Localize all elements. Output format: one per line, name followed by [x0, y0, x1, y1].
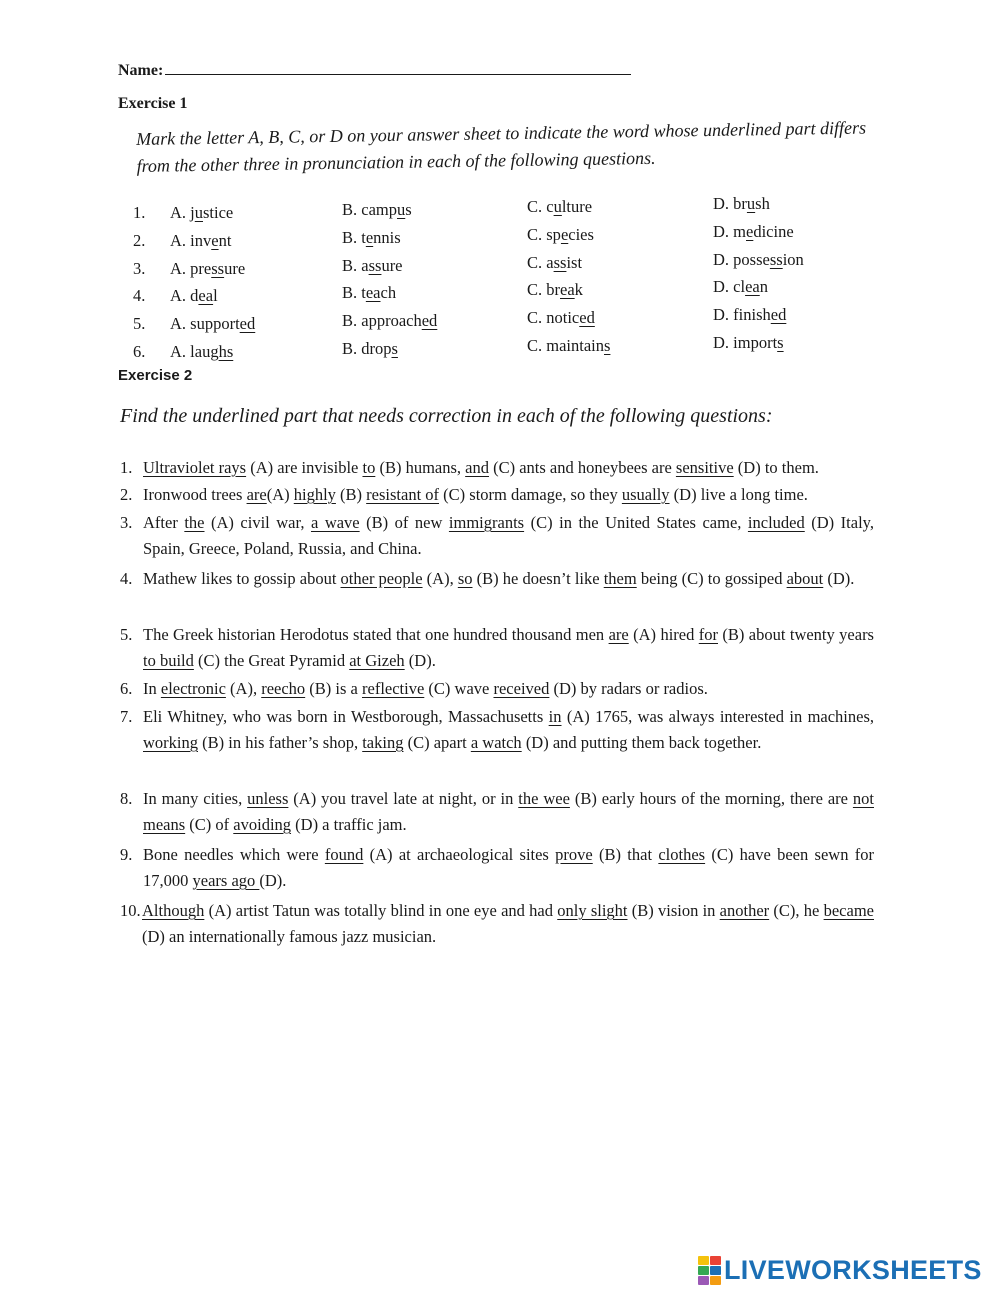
- exercise1-row: [133, 193, 833, 222]
- option-text: C. c: [527, 197, 554, 216]
- question-text: [143, 510, 874, 562]
- option-text: A. pre: [170, 259, 212, 278]
- question-segment: (D) to them.: [733, 458, 819, 477]
- underlined-part: s: [604, 336, 611, 355]
- name-label: Name:: [118, 62, 164, 79]
- underlined-part[interactable]: prove: [555, 845, 593, 864]
- question-segment: (B) about twenty years: [718, 625, 874, 644]
- question-segment: Mathew likes to gossip about: [143, 569, 341, 588]
- option-text: lture: [561, 197, 593, 216]
- question-segment: Eli Whitney, who was born in Westborough, Massachusetts: [143, 707, 549, 726]
- option-c[interactable]: [527, 253, 582, 273]
- question-number: 8.: [120, 789, 133, 808]
- option-text: B. approach: [342, 311, 422, 330]
- question-segment: (D) an internationally famous jazz musician.: [142, 927, 437, 946]
- question-segment: (C) wave: [424, 679, 494, 698]
- option-text: ch: [380, 283, 397, 302]
- option-text: D. posse: [713, 250, 770, 269]
- underlined-part: u: [746, 194, 756, 213]
- name-blank-line[interactable]: [165, 60, 631, 75]
- option-text: A. laug: [170, 342, 219, 361]
- question-text: [143, 455, 874, 481]
- question-number: 5.: [120, 625, 133, 644]
- underlined-part: ss: [769, 250, 783, 269]
- underlined-part: ed: [770, 305, 787, 324]
- option-b[interactable]: [342, 228, 401, 248]
- underlined-part[interactable]: electronic: [160, 679, 226, 698]
- underlined-part[interactable]: years ago: [192, 871, 260, 890]
- option-a[interactable]: [170, 286, 218, 306]
- question-text: [143, 566, 874, 592]
- exercise2-question: [120, 482, 874, 508]
- option-text: C. a: [527, 253, 554, 272]
- underlined-part[interactable]: clothes: [658, 845, 706, 864]
- underlined-part[interactable]: are: [608, 625, 629, 644]
- exercise2-heading: Exercise 2: [118, 367, 193, 384]
- underlined-part: ss: [553, 253, 567, 272]
- option-b[interactable]: [342, 200, 412, 220]
- option-b[interactable]: [342, 311, 437, 331]
- question-segment: (D) Italy, Spain, Greece, Poland, Russia, and China.: [143, 513, 874, 558]
- underlined-part[interactable]: working: [143, 733, 198, 752]
- exercise2-question: [120, 510, 874, 562]
- question-segment: (A) are invisible: [246, 458, 363, 477]
- question-segment: After: [143, 513, 185, 532]
- question-segment: (B) in his father’s shop,: [198, 733, 363, 752]
- underlined-part: ss: [211, 259, 225, 278]
- question-segment: (C) in the United States came,: [524, 513, 748, 532]
- underlined-part: ed: [579, 308, 595, 327]
- exercise2-instruction: Find the underlined part that needs correction in each of the following questions:: [120, 405, 773, 427]
- underlined-part[interactable]: received: [493, 679, 550, 698]
- question-number: 6.: [120, 679, 133, 698]
- exercise2-question: [120, 842, 874, 894]
- question-segment: (C) storm damage, so they: [439, 485, 622, 504]
- exercise2-question: [120, 786, 874, 838]
- question-text: [143, 786, 874, 838]
- option-text: C. br: [527, 280, 560, 299]
- option-d[interactable]: [713, 194, 770, 214]
- underlined-part[interactable]: included: [747, 513, 805, 532]
- option-d[interactable]: [713, 277, 768, 297]
- question-segment: (C), he: [769, 901, 824, 920]
- question-number: 9.: [120, 845, 133, 864]
- question-segment: (B) that: [592, 845, 659, 864]
- question-segment: (B) vision in: [627, 901, 720, 920]
- option-c[interactable]: [527, 225, 594, 245]
- question-segment: (D) and putting them back together.: [521, 733, 762, 752]
- question-segment: In many cities,: [143, 789, 248, 808]
- question-segment: (C) ants and honeybees are: [488, 458, 676, 477]
- option-text: B. camp: [342, 200, 397, 219]
- underlined-part[interactable]: resistant of: [366, 485, 440, 504]
- underlined-part[interactable]: found: [324, 845, 364, 864]
- question-segment: (D).: [259, 871, 287, 890]
- question-segment: (A) hired: [628, 625, 699, 644]
- underlined-part: ed: [239, 314, 256, 333]
- underlined-part[interactable]: about: [786, 569, 824, 588]
- option-text: A. j: [170, 203, 195, 222]
- underlined-part: ed: [421, 311, 438, 330]
- option-a[interactable]: [170, 231, 231, 251]
- question-segment: (A): [266, 485, 294, 504]
- underlined-part[interactable]: a wave: [310, 513, 360, 532]
- question-number: 3.: [133, 259, 146, 278]
- option-text: stice: [203, 203, 234, 222]
- option-c[interactable]: [527, 197, 592, 217]
- underlined-part[interactable]: Ultraviolet rays: [143, 458, 247, 477]
- option-text: ion: [782, 250, 804, 269]
- question-segment: (B) of new: [359, 513, 449, 532]
- underlined-part[interactable]: highly: [293, 485, 336, 504]
- underlined-part[interactable]: for: [698, 625, 718, 644]
- question-segment: (B) is a: [305, 679, 362, 698]
- underlined-part[interactable]: not means: [143, 789, 874, 834]
- liveworksheets-logo-icon: [698, 1256, 721, 1285]
- question-text: [143, 482, 874, 508]
- question-number: 1.: [133, 203, 146, 222]
- exercise1-row: [133, 332, 833, 361]
- question-segment: In: [143, 679, 161, 698]
- question-segment: (B): [335, 485, 367, 504]
- option-text: D. m: [713, 222, 746, 241]
- option-text: A. support: [170, 314, 240, 333]
- option-d[interactable]: [713, 250, 804, 270]
- question-segment: (D) by radars or radios.: [549, 679, 708, 698]
- question-segment: (D).: [823, 569, 855, 588]
- underlined-part[interactable]: so: [457, 569, 473, 588]
- underlined-part: u: [397, 200, 406, 219]
- option-d[interactable]: [713, 333, 784, 353]
- question-segment: Bone needles which were: [143, 845, 325, 864]
- question-text: [142, 898, 874, 950]
- underlined-part[interactable]: reflective: [362, 679, 425, 698]
- question-segment: (C) of: [185, 815, 234, 834]
- option-text: cies: [568, 225, 594, 244]
- question-segment: (D).: [404, 651, 436, 670]
- option-b[interactable]: [342, 283, 396, 303]
- exercise1-instruction: Mark the letter A, B, C, or D on your answer sheet to indicate the word whose underlined part differs from the other three in pronunciation in each of the following questions.: [136, 117, 867, 176]
- underlined-part[interactable]: them: [603, 569, 637, 588]
- underlined-part: u: [194, 203, 203, 222]
- question-number: 10.: [120, 901, 141, 920]
- option-a[interactable]: [170, 314, 255, 334]
- exercise1-row: [133, 276, 833, 305]
- question-segment: (B) he doesn’t like: [472, 569, 604, 588]
- option-text: A. d: [170, 286, 199, 305]
- question-segment: (A) artist Tatun was totally blind in one eye and had: [204, 901, 558, 920]
- underlined-part[interactable]: avoiding: [233, 815, 292, 834]
- exercise2-question: [120, 676, 874, 702]
- underlined-part: u: [553, 197, 562, 216]
- exercise2-question: [120, 704, 874, 756]
- option-text: ure: [224, 259, 246, 278]
- question-number: 2.: [133, 231, 146, 250]
- option-b[interactable]: [342, 339, 398, 359]
- underlined-part[interactable]: immigrants: [448, 513, 525, 532]
- underlined-part[interactable]: are: [246, 485, 267, 504]
- exercise1-row: [133, 304, 833, 333]
- option-text: B. t: [342, 228, 366, 247]
- underlined-part[interactable]: unless: [247, 789, 289, 808]
- underlined-part[interactable]: to: [362, 458, 376, 477]
- underlined-part[interactable]: became: [823, 901, 874, 920]
- exercise2-question: [120, 622, 874, 674]
- exercise2-question: [120, 566, 874, 592]
- underlined-part: e: [560, 225, 569, 244]
- option-c[interactable]: [527, 280, 583, 300]
- exercise2-question: [120, 898, 874, 950]
- option-text: n: [759, 277, 768, 296]
- question-segment: (C) apart: [403, 733, 471, 752]
- exercise1-row: [133, 221, 833, 250]
- question-number: 6.: [133, 342, 146, 361]
- exercise2-question: [120, 455, 874, 481]
- question-number: 4.: [120, 569, 133, 588]
- option-text: C. notic: [527, 308, 580, 327]
- option-text: C. sp: [527, 225, 561, 244]
- underlined-part[interactable]: at Gizeh: [349, 651, 405, 670]
- option-text: D. br: [713, 194, 747, 213]
- question-text: [143, 704, 874, 756]
- underlined-part: s: [777, 333, 784, 352]
- underlined-part[interactable]: sensitive: [675, 458, 734, 477]
- option-text: l: [213, 286, 218, 305]
- underlined-part[interactable]: the: [184, 513, 205, 532]
- option-d[interactable]: [713, 305, 786, 325]
- option-text: B. t: [342, 283, 366, 302]
- underlined-part: ea: [365, 283, 381, 302]
- question-number: 2.: [120, 485, 133, 504]
- underlined-part: e: [746, 222, 754, 241]
- option-text: A. inv: [170, 231, 212, 250]
- option-text: dicine: [753, 222, 794, 241]
- option-text: s: [405, 200, 412, 219]
- liveworksheets-logo: [698, 1255, 982, 1285]
- underlined-part[interactable]: usually: [621, 485, 670, 504]
- option-text: C. maintain: [527, 336, 604, 355]
- option-text: sh: [755, 194, 770, 213]
- question-segment: (B) humans,: [375, 458, 466, 477]
- option-text: B. a: [342, 256, 369, 275]
- underlined-part[interactable]: taking: [362, 733, 404, 752]
- exercise1-heading: Exercise 1: [118, 95, 188, 112]
- option-d[interactable]: [713, 222, 794, 242]
- question-segment: (C) the Great Pyramid: [193, 651, 350, 670]
- option-text: ure: [381, 256, 403, 275]
- option-text: D. cl: [713, 277, 746, 296]
- option-text: D. import: [713, 333, 778, 352]
- question-text: [143, 622, 874, 674]
- underlined-part[interactable]: the wee: [518, 789, 570, 808]
- question-segment: (B) early hours of the morning, there are: [569, 789, 853, 808]
- option-text: nnis: [373, 228, 401, 247]
- underlined-part[interactable]: only slight: [557, 901, 628, 920]
- option-b[interactable]: [342, 256, 403, 276]
- question-segment: The Greek historian Herodotus stated that one hundred thousand men: [143, 625, 609, 644]
- underlined-part[interactable]: another: [719, 901, 770, 920]
- underlined-part[interactable]: other people: [340, 569, 423, 588]
- question-segment: (A),: [225, 679, 262, 698]
- underlined-part[interactable]: in: [548, 707, 562, 726]
- question-number: 7.: [120, 707, 133, 726]
- option-a[interactable]: [170, 203, 233, 223]
- option-c[interactable]: [527, 308, 595, 328]
- underlined-part: s: [391, 339, 398, 358]
- underlined-part: ea: [745, 277, 760, 296]
- liveworksheets-logo-text: LIVEWORKSHEETS: [724, 1254, 982, 1285]
- underlined-part[interactable]: a watch: [470, 733, 522, 752]
- question-segment: (A) at archaeological sites: [363, 845, 556, 864]
- name-field: [118, 60, 631, 80]
- question-segment: (D) live a long time.: [669, 485, 808, 504]
- question-number: 3.: [120, 513, 133, 532]
- underlined-part: e: [211, 231, 219, 250]
- option-text: B. drop: [342, 339, 392, 358]
- question-segment: Ironwood trees: [143, 485, 247, 504]
- option-a[interactable]: [170, 342, 233, 362]
- underlined-part[interactable]: and: [465, 458, 489, 477]
- option-text: k: [574, 280, 583, 299]
- underlined-part: e: [365, 228, 374, 247]
- question-number: 4.: [133, 286, 146, 305]
- question-number: 5.: [133, 314, 146, 333]
- question-text: [143, 842, 874, 894]
- question-segment: (C) have been sewn for 17,000: [143, 845, 874, 890]
- option-c[interactable]: [527, 336, 610, 356]
- question-segment: (A) 1765, was always interested in machines,: [561, 707, 874, 726]
- option-text: ist: [566, 253, 583, 272]
- option-text: nt: [218, 231, 232, 250]
- underlined-part[interactable]: reecho: [261, 679, 306, 698]
- question-text: [143, 676, 874, 702]
- underlined-part: hs: [218, 342, 234, 361]
- underlined-part: ss: [368, 256, 382, 275]
- question-segment: (A) civil war,: [204, 513, 311, 532]
- question-segment: (D) a traffic jam.: [291, 815, 407, 834]
- question-number: 1.: [120, 458, 133, 477]
- underlined-part[interactable]: Although: [142, 901, 205, 920]
- underlined-part[interactable]: to build: [143, 651, 194, 670]
- question-segment: being (C) to gossiped: [636, 569, 787, 588]
- question-segment: (A),: [422, 569, 458, 588]
- underlined-part: ea: [560, 280, 575, 299]
- exercise1-row: [133, 249, 833, 278]
- option-text: D. finish: [713, 305, 771, 324]
- underlined-part: ea: [198, 286, 214, 305]
- question-segment: (A) you travel late at night, or in: [288, 789, 519, 808]
